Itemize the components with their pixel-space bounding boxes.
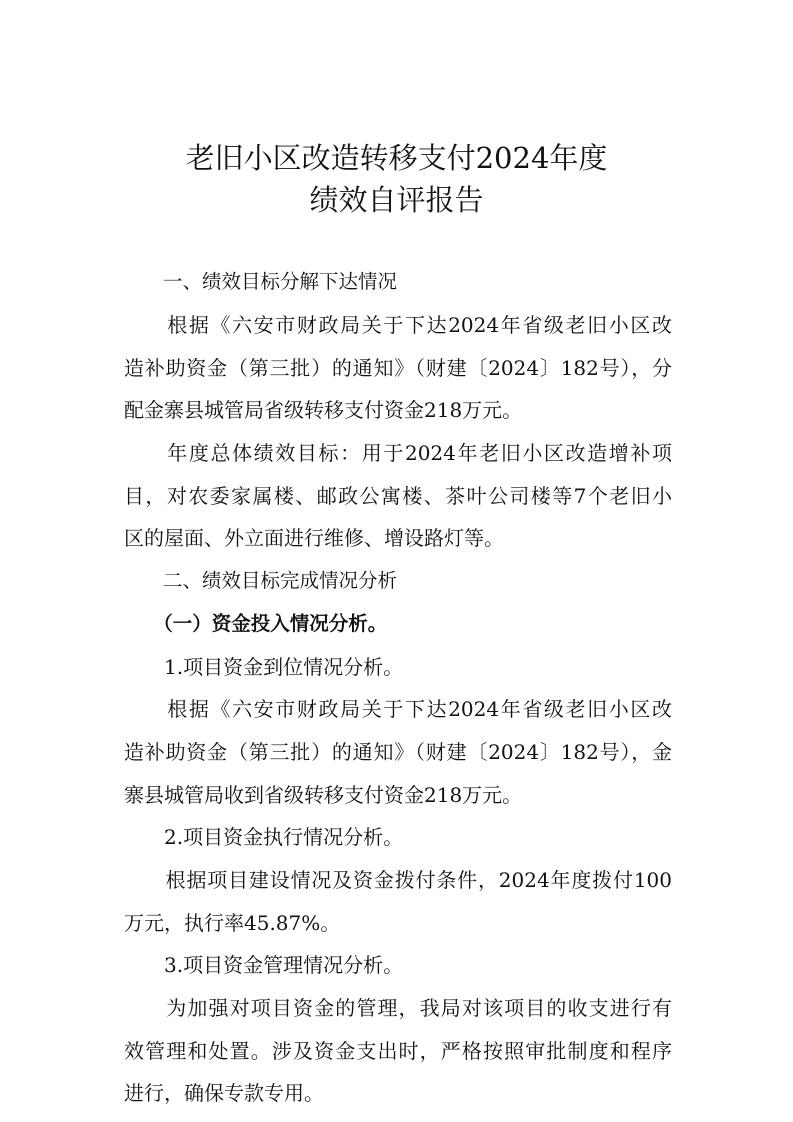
paragraph-line: 效管理和处置。涉及资金支出时，严格按照审批制度和程序: [124, 1039, 672, 1063]
paragraph-line: 根据项目建设情况及资金拨付条件，2024年度拨付100: [124, 868, 672, 892]
item-heading-1: 1.项目资金到位情况分析。: [124, 655, 404, 679]
paragraph-line: 万元，执行率45.87%。: [124, 911, 341, 935]
item-heading-2: 2.项目资金执行情况分析。: [124, 825, 404, 849]
paragraph-line: 区的屋面、外立面进行维修、增设路灯等。: [124, 526, 504, 550]
subsection-heading-1: （一）资金投入情况分析。: [124, 612, 388, 635]
paragraph-line: 寨县城管局收到省级转移支付资金218万元。: [124, 783, 523, 807]
paragraph-line: 为加强对项目资金的管理，我局对该项目的收支进行有: [124, 996, 672, 1020]
paragraph-line: 造补助资金（第三批）的通知》（财建〔2024〕182号），分: [124, 356, 672, 380]
paragraph-line: 根据《六安市财政局关于下达2024年省级老旧小区改: [124, 697, 672, 721]
paragraph-line: 根据《六安市财政局关于下达2024年省级老旧小区改: [124, 313, 672, 337]
item-heading-3: 3.项目资金管理情况分析。: [124, 953, 404, 977]
paragraph-line: 目，对农委家属楼、邮政公寓楼、茶叶公司楼等7个老旧小: [124, 484, 672, 508]
paragraph-line: 配金寨县城管局省级转移支付资金218万元。: [124, 398, 523, 422]
section-heading-1: 一、绩效目标分解下达情况: [124, 270, 398, 293]
section-heading-2: 二、绩效目标完成情况分析: [124, 569, 398, 592]
paragraph-line: 造补助资金（第三批）的通知》（财建〔2024〕182号），金: [124, 740, 672, 764]
paragraph-line: 年度总体绩效目标：用于2024年老旧小区改造增补项: [124, 441, 672, 465]
paragraph-line: 进行，确保专款专用。: [124, 1081, 324, 1105]
document-title-line-2: 绩效自评报告: [309, 183, 484, 217]
document-title-line-1: 老旧小区改造转移支付2024年度: [185, 141, 608, 175]
